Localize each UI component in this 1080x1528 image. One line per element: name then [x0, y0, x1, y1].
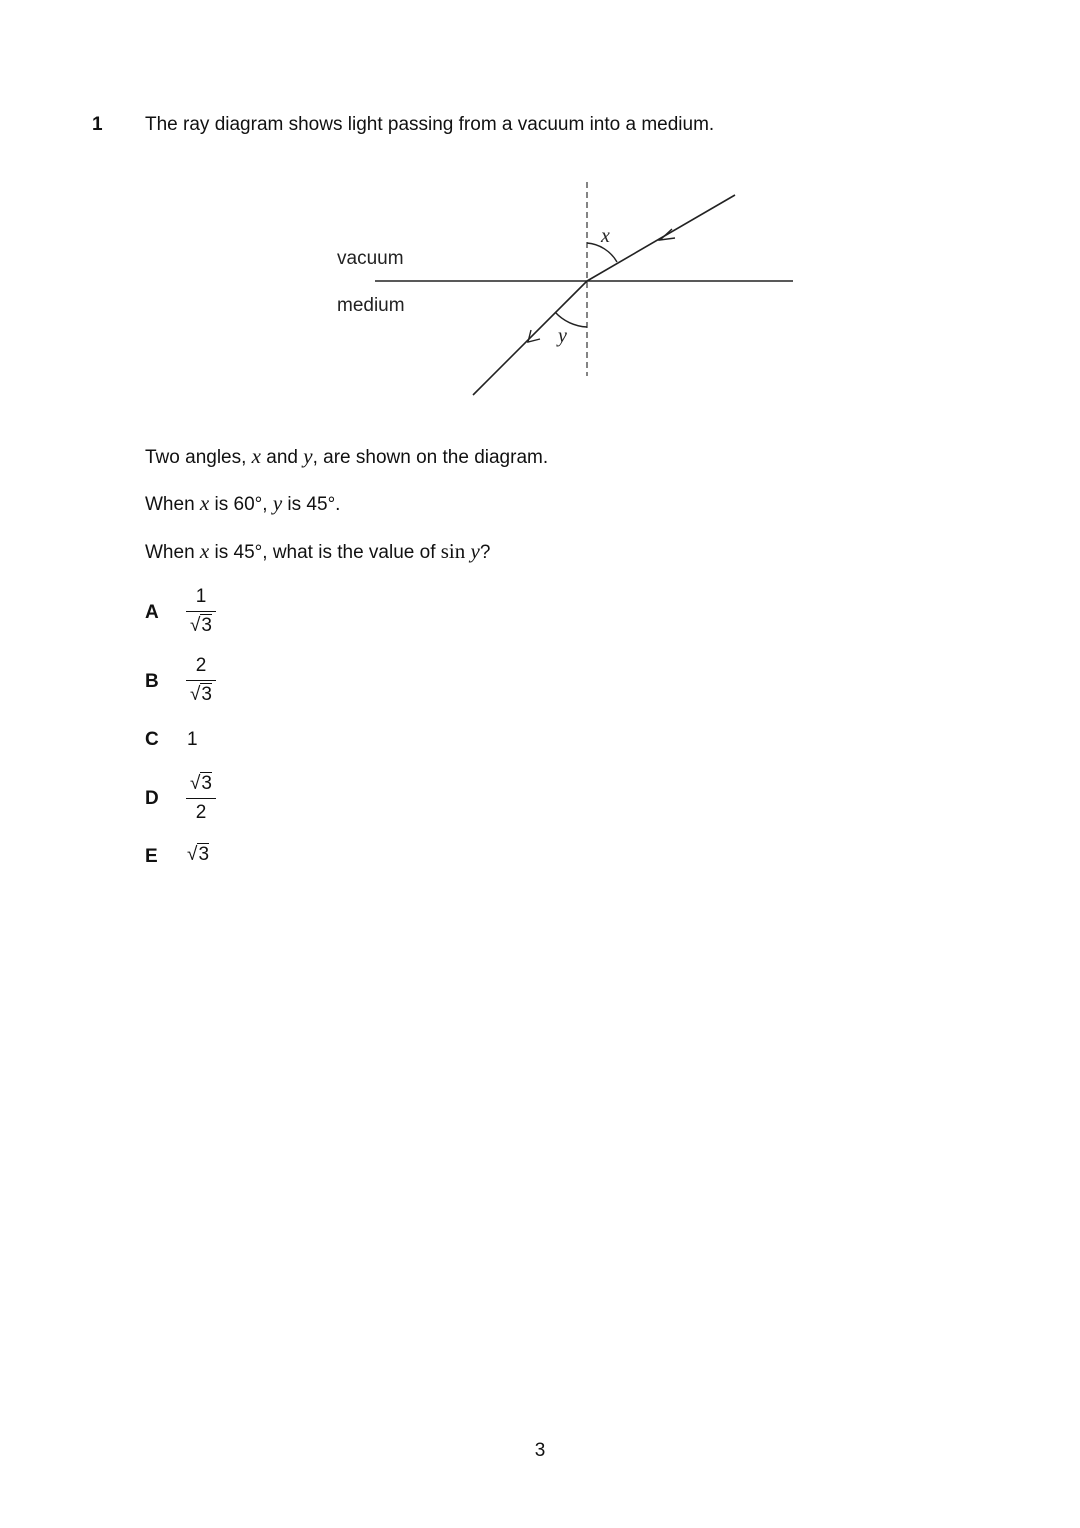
variable-y: y [272, 491, 283, 515]
option-b-letter[interactable]: B [145, 671, 159, 692]
question-line-2 [145, 491, 340, 517]
text-segment: ? [479, 542, 491, 563]
variable-x: x [251, 444, 261, 468]
sqrt-symbol: √ [189, 684, 201, 705]
option-e-letter[interactable]: E [145, 846, 158, 867]
option-a-value[interactable] [186, 586, 216, 637]
question-number: 1 [92, 114, 103, 135]
diagram-label-vacuum: vacuum [337, 248, 404, 269]
sqrt-symbol: √ [189, 773, 201, 794]
diagram-label-medium: medium [337, 295, 405, 316]
option-e-value[interactable] [187, 844, 209, 866]
text-segment: When [145, 494, 200, 515]
function-sin: sin [440, 539, 466, 563]
angle-label-y: y [558, 325, 567, 347]
option-c-letter[interactable]: C [145, 729, 159, 750]
radicand: 3 [198, 844, 210, 865]
fraction-bar [186, 611, 216, 612]
option-b-value[interactable] [186, 655, 216, 706]
radicand: 3 [201, 615, 212, 636]
variable-x: x [199, 539, 210, 563]
option-c-value[interactable]: 1 [187, 729, 198, 750]
text-segment: is 45°. [282, 494, 341, 515]
ray-diagram [0, 0, 1080, 420]
text-segment: and [261, 447, 304, 468]
fraction-denominator [186, 615, 216, 637]
angle-label-x: x [601, 225, 610, 247]
fraction-bar [186, 798, 216, 799]
text-segment: is 60°, [209, 494, 273, 515]
question-stem: The ray diagram shows light passing from a vacuum into a medium. [145, 114, 715, 135]
fraction-numerator: 1 [195, 586, 207, 607]
fraction-numerator: 2 [195, 655, 207, 676]
text-segment: When [145, 542, 200, 563]
refracted-ray [473, 281, 587, 395]
variable-y: y [303, 444, 313, 468]
option-d-value[interactable] [186, 773, 216, 824]
radicand: 3 [201, 684, 212, 705]
page-number: 3 [534, 1440, 546, 1461]
sqrt-symbol: √ [187, 844, 198, 865]
fraction-bar [186, 680, 216, 681]
option-d-letter[interactable]: D [145, 788, 159, 809]
variable-y: y [470, 539, 480, 563]
question-line-1 [145, 444, 548, 470]
fraction-numerator [186, 773, 216, 795]
variable-x: x [199, 491, 210, 515]
fraction-denominator [186, 684, 216, 706]
radicand: 3 [201, 773, 212, 794]
option-a-letter[interactable]: A [145, 602, 159, 623]
text-segment: Two angles, [145, 447, 252, 468]
text-segment: , are shown on the diagram. [312, 447, 549, 468]
fraction-denominator: 2 [195, 802, 207, 823]
text-segment: is 45°, what is the value of [209, 542, 441, 563]
question-line-3 [145, 539, 490, 565]
sqrt-symbol: √ [189, 615, 201, 636]
refracted-arrow [528, 330, 540, 342]
